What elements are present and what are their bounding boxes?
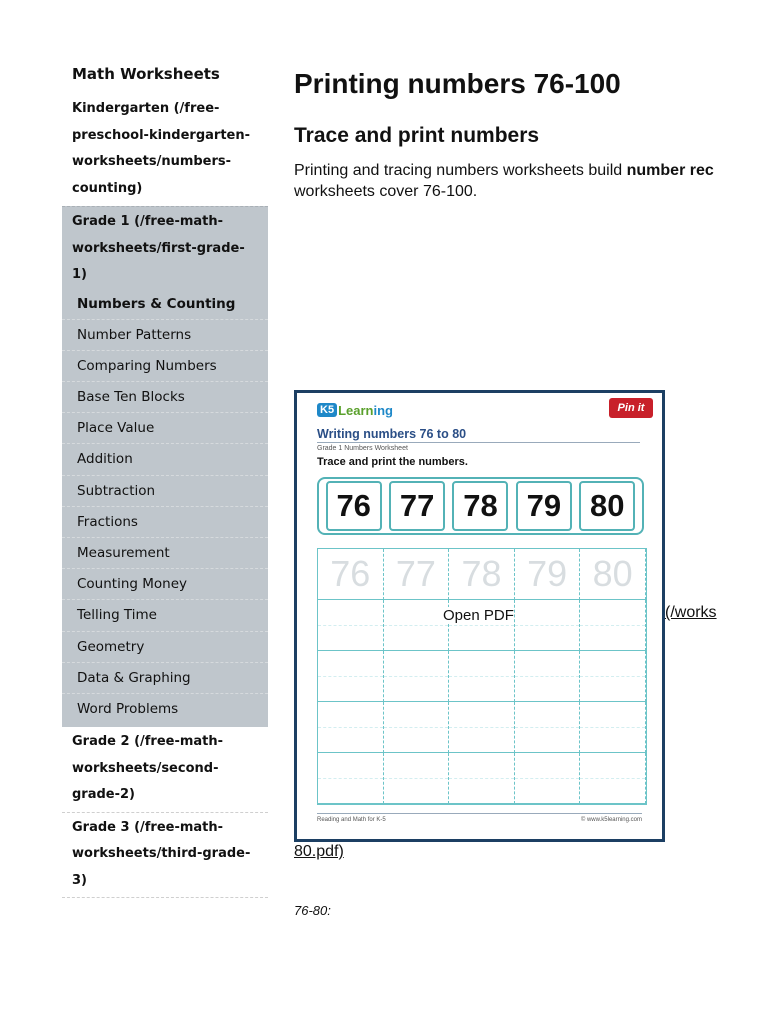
worksheet-footer-right: © www.k5learning.com [580,817,642,823]
trace-number: 80 [580,549,646,600]
writing-cell [449,753,515,804]
sidebar-item-fractions[interactable]: Fractions [62,507,268,538]
worksheet-title: Writing numbers 76 to 80 [317,427,467,441]
writing-cell [318,600,384,651]
trace-number: 77 [384,549,450,600]
sidebar-link-grade3[interactable]: Grade 3 (/free-math-worksheets/third-grade-3) [72,819,251,888]
model-number: 80 [579,481,635,531]
model-number: 76 [326,481,382,531]
writing-cell [580,600,646,651]
intro-text-line2: worksheets cover 76-100. [294,183,478,200]
model-number: 77 [389,481,445,531]
worksheet-instruction: Trace and print the numbers. [317,456,468,468]
trace-number: 79 [515,549,581,600]
trace-number: 78 [449,549,515,600]
sidebar-item-addition[interactable]: Addition [62,444,268,475]
writing-cell [580,702,646,753]
sidebar-item-base-ten-blocks[interactable]: Base Ten Blocks [62,382,268,413]
sidebar-grade1-section [62,206,268,727]
intro-text: Printing and tracing numbers worksheets build [294,162,627,179]
worksheet-preview-image[interactable] [294,390,665,842]
sidebar-item-word-problems[interactable]: Word Problems [77,700,179,717]
worksheet-caption: 76-80: [294,903,331,918]
pin-it-button[interactable]: Pin it [609,398,653,418]
sidebar-item-counting-money[interactable]: Counting Money [62,569,268,600]
tracing-grid [317,548,647,805]
writing-cell [384,651,450,702]
worksheet-title-rule [317,442,640,443]
logo-ing-text: ing [373,402,393,418]
writing-cell [580,651,646,702]
writing-cell [384,702,450,753]
writing-cell [318,753,384,804]
model-number: 78 [452,481,508,531]
sidebar-title: Math Worksheets [72,65,220,83]
page-title: Printing numbers 76-100 [294,68,621,99]
section-title: Trace and print numbers [294,124,540,147]
grade1-topic-list [62,289,268,726]
intro-bold-text: number rec [626,162,714,179]
sidebar-item-geometry[interactable]: Geometry [62,632,268,663]
sidebar [62,60,268,898]
writing-cell [318,651,384,702]
writing-cell [449,651,515,702]
writing-cell [318,702,384,753]
sidebar-item-subtraction[interactable]: Subtraction [62,476,268,507]
sidebar-grade3-section [62,813,268,899]
k5-learning-logo [317,401,393,419]
worksheet-footer-left: Reading and Math for K-5 [317,817,386,823]
writing-cell [384,600,450,651]
sidebar-grade2-section [62,727,268,813]
logo-learn-text: Learn [338,402,374,418]
open-pdf-link[interactable]: Open PDF [443,607,514,624]
sidebar-link-kindergarten[interactable]: Kindergarten (/free-preschool-kindergarten-worksheets/numbers-counting) [72,101,251,196]
main-content [294,66,768,202]
number-model-row [317,477,644,535]
writing-cell [580,753,646,804]
pdf-url-link-end[interactable]: 80.pdf) [294,843,344,860]
sidebar-item-comparing-numbers[interactable]: Comparing Numbers [62,351,268,382]
worksheet-footer [317,813,642,823]
trace-number: 76 [318,549,384,600]
intro-paragraph [294,160,768,202]
model-number: 79 [516,481,572,531]
logo-k5-mark: K5 [317,403,337,417]
sidebar-item-data-graphing[interactable]: Data & Graphing [62,663,268,694]
logo-wordmark [338,403,393,418]
writing-cell [449,702,515,753]
writing-cell [515,651,581,702]
sidebar-item-number-patterns[interactable]: Number Patterns [62,320,268,351]
sidebar-item-numbers-counting[interactable]: Numbers & Counting [62,289,268,320]
sidebar-item-place-value[interactable]: Place Value [62,413,268,444]
sidebar-item-measurement[interactable]: Measurement [62,538,268,569]
sidebar-link-grade1[interactable]: Grade 1 (/free-math-worksheets/first-grade-1) [72,214,245,282]
worksheet-subtitle: Grade 1 Numbers Worksheet [317,445,408,452]
writing-cell [384,753,450,804]
sidebar-link-grade2[interactable]: Grade 2 (/free-math-worksheets/second-grade-2) [72,734,224,803]
sidebar-item-telling-time[interactable]: Telling Time [62,600,268,631]
writing-cell [515,753,581,804]
writing-cell [515,702,581,753]
pdf-url-link-start[interactable]: (/works [665,604,717,621]
writing-cell [515,600,581,651]
